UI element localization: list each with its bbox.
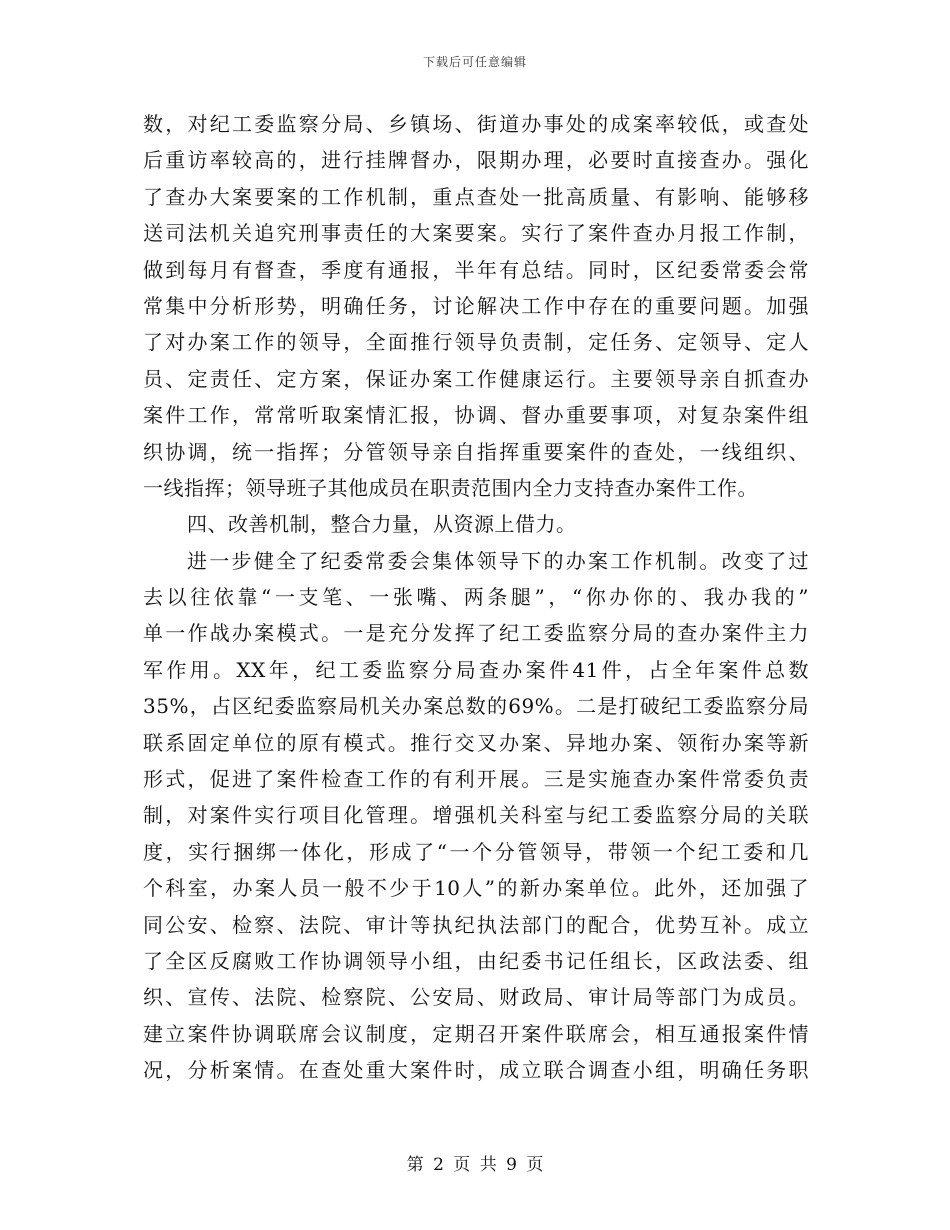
body-line: 了全区反腐败工作协调领导小组，由纪委书记任组长，区政法委、组 bbox=[143, 948, 809, 973]
body-line: 了查办大案要案的工作机制，重点查处一批高质量、有影响、能够移 bbox=[143, 184, 809, 209]
body-line: 军作用。XX年，纪工委监察分局查办案件41件，占全年案件总数 bbox=[143, 657, 809, 682]
body-line: 常集中分析形势，明确任务，讨论解决工作中存在的重要问题。加强 bbox=[143, 293, 809, 318]
body-line: 送司法机关追究刑事责任的大案要案。实行了案件查办月报工作制， bbox=[143, 221, 809, 246]
body-line: 织、宣传、法院、检察院、公安局、财政局、审计局等部门为成员。 bbox=[143, 985, 809, 1010]
section-heading: 四、改善机制，整合力量，从资源上借力。 bbox=[187, 512, 577, 537]
body-line: 单一作战办案模式。一是充分发挥了纪工委监察分局的查办案件主力 bbox=[143, 621, 809, 646]
body-line: 案件工作，常常听取案情汇报，协调、督办重要事项，对复杂案件组 bbox=[143, 403, 809, 428]
body-line: 一线指挥；领导班子其他成员在职责范围内全力支持查办案件工作。 bbox=[143, 475, 758, 500]
body-line: 去以往依靠“一支笔、一张嘴、两条腿”，“你办你的、我办我的” bbox=[143, 585, 809, 610]
body-line: 制，对案件实行项目化管理。增强机关科室与纪工委监察分局的关联 bbox=[143, 803, 809, 828]
body-line: 织协调，统一指挥；分管领导亲自指挥重要案件的查处，一线组织、 bbox=[143, 439, 809, 464]
page-header: 下载后可任意编辑 bbox=[422, 55, 527, 69]
body-line: 况，分析案情。在查处重大案件时，成立联合调查小组，明确任务职 bbox=[143, 1058, 809, 1083]
document-body bbox=[143, 106, 809, 1089]
body-line: 个科室，办案人员一般不少于10人”的新办案单位。此外，还加强了 bbox=[143, 876, 809, 901]
body-line: 员、定责任、定方案，保证办案工作健康运行。主要领导亲自抓查办 bbox=[143, 366, 809, 391]
body-line: 联系固定单位的原有模式。推行交叉办案、异地办案、领衔办案等新 bbox=[143, 730, 809, 755]
body-line: 同公安、检察、法院、审计等执纪执法部门的配合，优势互补。成立 bbox=[143, 912, 809, 937]
body-line: 后重访率较高的，进行挂牌督办，限期办理，必要时直接查办。强化 bbox=[143, 148, 809, 173]
body-line: 35%，占区纪委监察局机关办案总数的69%。二是打破纪工委监察分局 bbox=[143, 694, 809, 719]
page-footer: 第 2 页 共 9 页 bbox=[406, 1155, 544, 1175]
body-line: 形式，促进了案件检查工作的有利开展。三是实施查办案件常委负责 bbox=[143, 767, 809, 792]
body-line: 建立案件协调联席会议制度，定期召开案件联席会，相互通报案件情 bbox=[143, 1021, 809, 1046]
body-line: 数，对纪工委监察分局、乡镇场、街道办事处的成案率较低，或查处 bbox=[143, 112, 809, 136]
body-line: 了对办案工作的领导，全面推行领导负责制，定任务、定领导、定人 bbox=[143, 330, 809, 355]
body-line: 做到每月有督查，季度有通报，半年有总结。同时，区纪委常委会常 bbox=[143, 257, 809, 282]
body-line: 度，实行捆绑一体化，形成了“一个分管领导，带领一个纪工委和几 bbox=[143, 839, 809, 864]
body-line: 进一步健全了纪委常委会集体领导下的办案工作机制。改变了过 bbox=[187, 548, 809, 573]
